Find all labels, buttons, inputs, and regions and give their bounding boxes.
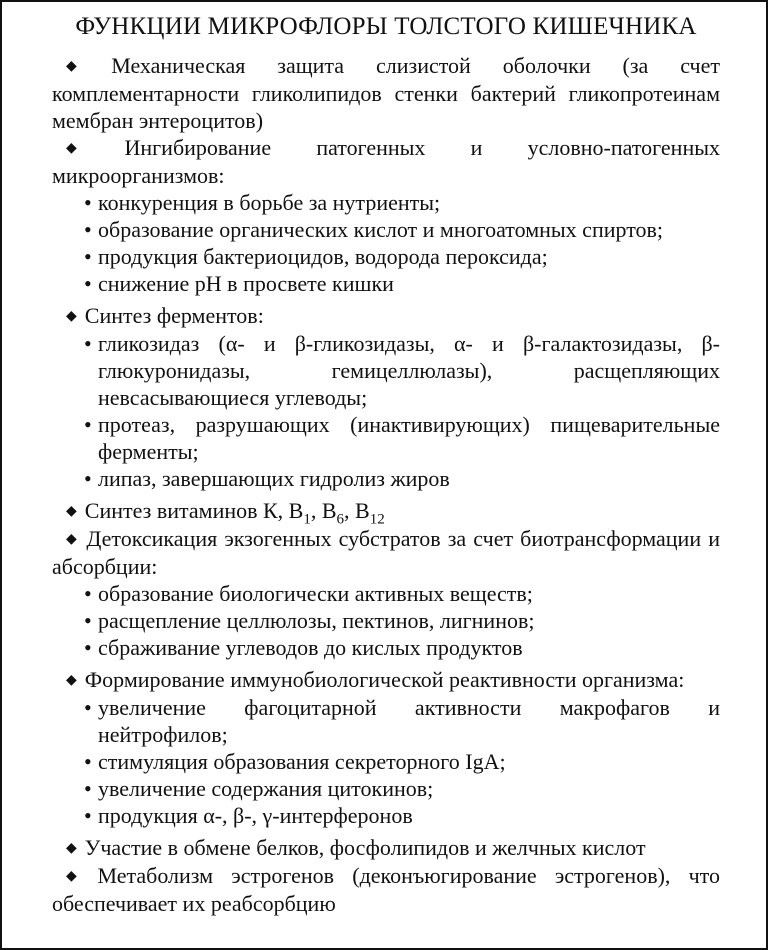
section-mechanical-protection <box>52 52 720 134</box>
section-vitamin-synthesis <box>52 497 720 528</box>
page-title: ФУНКЦИИ МИКРОФЛОРЫ ТОЛСТОГО КИШЕЧНИКА <box>75 13 697 40</box>
section-lead: ◆ Механическая защита слизистой оболочки (за счет комплементарности гликолипидов стенки бактерий гликопротеинам мембран энтероцитов) <box>52 52 720 134</box>
bullet-list <box>52 694 720 829</box>
section-enzyme-synthesis <box>52 302 720 492</box>
bullet-list <box>52 189 720 297</box>
section-lead: ◆ Синтез ферментов: <box>52 302 720 330</box>
list-item: • конкуренция в борьбе за нутриенты; <box>98 189 720 216</box>
section-detoxification <box>52 525 720 661</box>
vitamin-b6-subscript: 6 <box>336 511 345 528</box>
list-item: • увеличение фагоцитарной активности макрофагов и нейтрофилов; <box>98 694 720 748</box>
section-metabolism-participation <box>52 834 720 862</box>
section-lead <box>52 497 720 528</box>
section-inhibition <box>52 134 720 297</box>
section-lead: ◆ Участие в обмене белков, фосфолипидов и желчных кислот <box>52 834 720 862</box>
vitamin-separator: , B <box>310 498 337 523</box>
list-item: • продукция бактериоцидов, водорода пероксида; <box>98 243 720 270</box>
list-item: • сбраживание углеводов до кислых продуктов <box>98 634 720 661</box>
list-item: • расщепление целлюлозы, пектинов, лигнинов; <box>98 607 720 634</box>
section-lead: ◆ Ингибирование патогенных и условно-патогенных микроорганизмов: <box>52 134 720 189</box>
section-lead: ◆ Детоксикация экзогенных субстратов за счет биотрансформации и абсорбции: <box>52 525 720 580</box>
list-item: • липаз, завершающих гидролиз жиров <box>98 465 720 492</box>
section-immunoreactivity <box>52 666 720 829</box>
vitamin-b1-subscript: 1 <box>303 511 311 528</box>
bullet-list <box>52 330 720 492</box>
list-item: • увеличение содержания цитокинов; <box>98 775 720 802</box>
section-estrogen-metabolism <box>52 862 720 917</box>
list-item: • стимуляция образования секреторного IgA; <box>98 748 720 775</box>
list-item: • образование биологически активных веществ; <box>98 580 720 607</box>
list-item: • протеаз, разрушающих (инактивирующих) пищеварительные ферменты; <box>98 411 720 465</box>
list-item: • гликозидаз (α- и β-гликозидазы, α- и β-галактозидазы, β-глюкуронидазы, гемицеллюлазы), расщепляющих невсасывающиеся углеводы; <box>98 330 720 411</box>
list-item: • продукция α-, β-, γ-интерферонов <box>98 802 720 829</box>
vitamin-b12-subscript: 12 <box>369 511 385 528</box>
bullet-list <box>52 580 720 661</box>
vitamin-text: Синтез витаминов К, B <box>84 498 304 523</box>
section-lead: ◆ Метаболизм эстрогенов (деконъюгирование эстрогенов), что обеспечивает их реабсорбцию <box>52 862 720 917</box>
list-item: • снижение pH в просвете кишки <box>98 270 720 297</box>
vitamin-separator: , B <box>344 498 370 523</box>
section-lead: ◆ Формирование иммунобиологической реактивности организма: <box>52 666 720 694</box>
list-item: • образование органических кислот и многоатомных спиртов; <box>98 216 720 243</box>
